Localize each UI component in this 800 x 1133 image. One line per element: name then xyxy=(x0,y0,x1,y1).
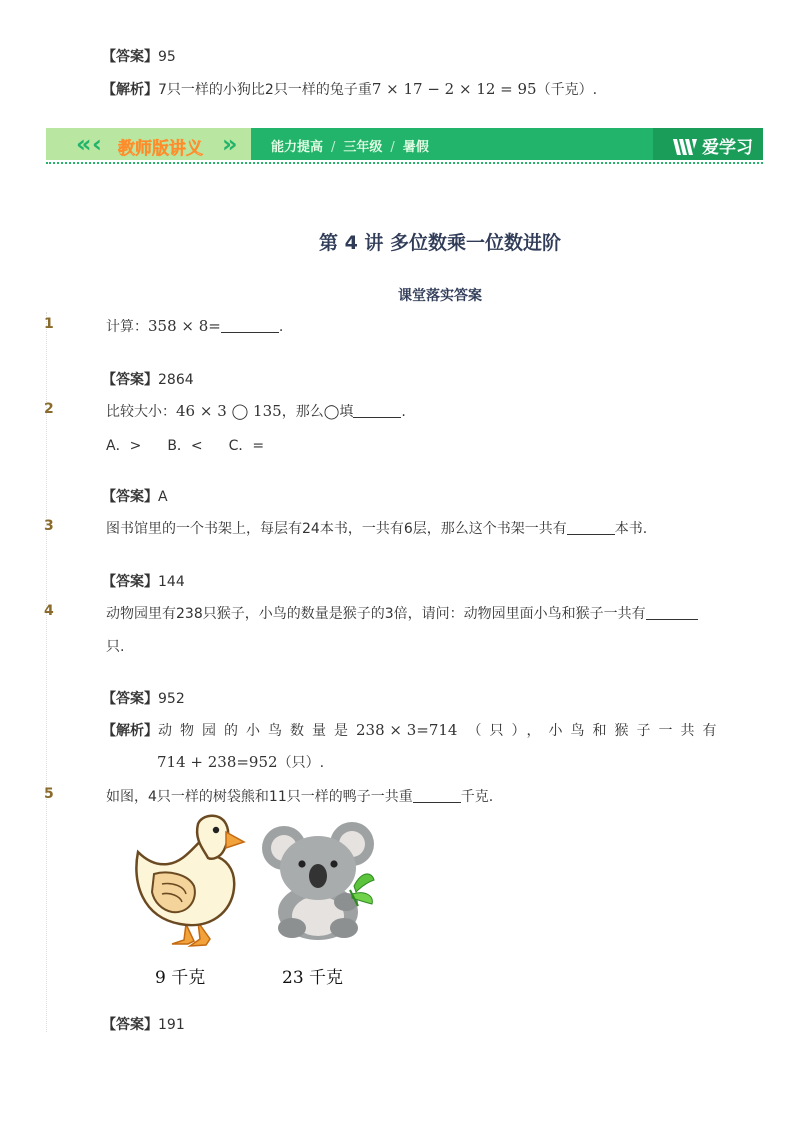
brand-icon xyxy=(672,137,698,157)
lecture-banner xyxy=(46,128,763,160)
banner-dotted-rule xyxy=(46,162,763,165)
answer-value: 144 xyxy=(158,574,185,590)
answer-label: 【答案】 xyxy=(102,1017,158,1033)
question-5-answer xyxy=(102,1014,185,1034)
question-4 xyxy=(106,603,718,623)
question-math: 46 × 3 ◯ 135 xyxy=(176,402,282,420)
question-number: 1 xyxy=(44,316,54,332)
question-number: 3 xyxy=(44,518,54,534)
chevron-left-icon: « xyxy=(76,130,86,158)
analysis-math: 7 × 17 − 2 × 12 = 95 xyxy=(371,80,537,98)
question-text: 动物园里有238只猴子，小鸟的数量是猴子的3倍，请问：动物园里面小鸟和猴子一共有 xyxy=(106,606,646,622)
answer-value: A xyxy=(158,489,168,505)
answer-label: 【答案】 xyxy=(102,372,158,388)
question-end: 本书. xyxy=(614,521,648,537)
chevron-left-icon: ‹ xyxy=(92,130,96,158)
crumb-ability: 能力提高 xyxy=(271,140,324,155)
top-answer xyxy=(102,46,176,66)
banner-title-a: 教师版 xyxy=(118,139,169,159)
question-4-analysis-line2 xyxy=(157,752,324,772)
option-b: B．< xyxy=(167,438,203,454)
crumb-term: 暑假 xyxy=(402,140,429,155)
answer-blank xyxy=(646,606,698,620)
question-text: 图书馆里的一个书架上，每层有24本书，一共有6层，那么这个书架一共有 xyxy=(106,521,567,537)
answer-value: 2864 xyxy=(158,372,194,388)
analysis-math: 714 + 238=952 xyxy=(157,753,278,771)
question-number: 2 xyxy=(44,401,54,417)
answer-value: 95 xyxy=(158,49,176,65)
answer-label: 【答案】 xyxy=(102,691,158,707)
section-subtitle: 课堂落实答案 xyxy=(398,288,482,304)
option-a: A．> xyxy=(106,438,142,454)
question-text: 计算： xyxy=(106,319,148,335)
analysis-unit: （千克）. xyxy=(536,82,598,98)
question-1-answer xyxy=(102,369,194,389)
question-4-answer xyxy=(102,688,185,708)
answer-label: 【答案】 xyxy=(102,489,158,505)
question-end: . xyxy=(401,404,406,420)
question-end: 千克. xyxy=(460,789,494,805)
koala-weight-label: 23 千克 xyxy=(282,968,344,988)
question-3 xyxy=(106,518,647,538)
question-1 xyxy=(106,316,283,336)
question-2 xyxy=(106,401,406,421)
analysis-text: （只），小鸟和猴子一共有 xyxy=(467,723,725,739)
duck-illustration xyxy=(128,812,246,952)
answer-value: 191 xyxy=(158,1017,185,1033)
analysis-label: 【解析】 xyxy=(102,82,158,98)
question-end: . xyxy=(278,319,284,335)
margin-rule xyxy=(46,312,47,1032)
answer-label: 【答案】 xyxy=(102,49,158,65)
analysis-label: 【解析】 xyxy=(102,723,158,739)
answer-blank xyxy=(567,521,615,535)
analysis-math: 238 × 3=714 xyxy=(356,721,458,739)
koala-illustration xyxy=(258,820,378,942)
analysis-text: （只）. xyxy=(277,755,325,771)
answer-label: 【答案】 xyxy=(102,574,158,590)
answer-blank xyxy=(221,319,279,333)
analysis-text: 动物园的小鸟数量是 xyxy=(158,723,356,739)
crumb-separator: / xyxy=(331,140,336,155)
chevron-right-icon: » xyxy=(222,130,232,158)
question-2-answer xyxy=(102,486,168,506)
question-text: 比较大小： xyxy=(106,404,176,420)
analysis-text: 7只一样的小狗比2只一样的兔子重 xyxy=(158,82,372,98)
question-text: 如图，4只一样的树袋熊和11只一样的鸭子一共重 xyxy=(106,789,413,805)
question-number: 4 xyxy=(44,603,54,619)
top-analysis xyxy=(102,79,597,99)
page-title: 第 4 讲 多位数乘一位数进阶 xyxy=(318,232,562,254)
question-4-analysis xyxy=(102,720,724,740)
question-text: ，那么◯填 xyxy=(281,404,354,420)
question-math: 358 × 8= xyxy=(148,317,221,335)
crumb-separator: / xyxy=(390,140,395,155)
banner-title-b: 讲义 xyxy=(169,139,203,159)
question-3-answer xyxy=(102,571,185,591)
question-4-line2: 只. xyxy=(106,639,125,655)
banner-title xyxy=(118,134,203,159)
question-number: 5 xyxy=(44,786,54,802)
question-2-options xyxy=(106,435,290,455)
crumb-grade: 三年级 xyxy=(343,140,383,155)
answer-blank xyxy=(413,789,461,803)
option-c: C．= xyxy=(228,438,265,454)
answer-value: 952 xyxy=(158,691,185,707)
breadcrumb xyxy=(271,136,429,155)
duck-weight-label: 9 千克 xyxy=(155,968,206,988)
answer-blank xyxy=(353,404,401,418)
brand-name: 爱学习 xyxy=(702,138,753,158)
question-5 xyxy=(106,786,493,806)
brand-logo xyxy=(672,133,753,158)
